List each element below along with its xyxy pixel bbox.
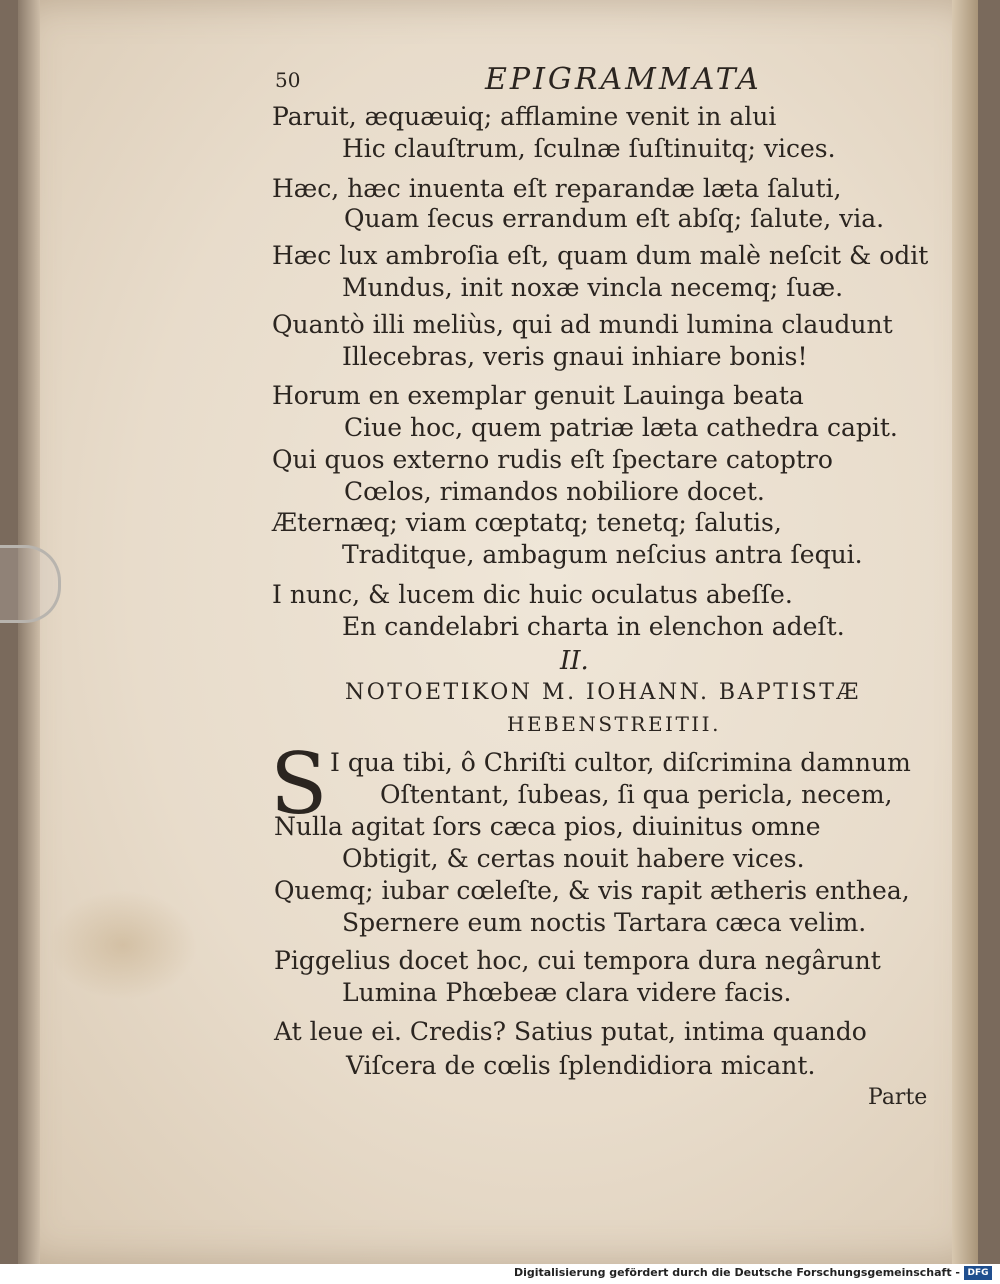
verse-line: Cœlos, rimandos nobiliore docet. bbox=[344, 477, 765, 506]
running-head: EPIGRAMMATA bbox=[485, 62, 762, 97]
verse-line: Piggelius docet hoc, cui tempora dura negârunt bbox=[274, 946, 881, 975]
digitization-footer bbox=[0, 1264, 1000, 1284]
verse-line: Æternæq; viam cœptatq; tenetq; ſalutis, bbox=[272, 508, 782, 537]
verse-line: Qui quos externo rudis eſt ſpectare catoptro bbox=[272, 445, 833, 474]
verse-line: Illecebras, veris gnaui inhiare bonis! bbox=[342, 342, 808, 371]
verse-line: Quemq; iubar cœleſte, & vis rapit ætheris enthea, bbox=[274, 876, 910, 905]
verse-line: At leue ei. Credis? Satius putat, intima quando bbox=[274, 1017, 867, 1046]
epigram-title-continued: HEBENSTREITII. bbox=[507, 712, 721, 736]
verse-line: Oſtentant, ſubeas, ſi qua pericla, necem, bbox=[380, 780, 893, 809]
page-header bbox=[275, 60, 975, 100]
drop-cap: S bbox=[270, 735, 328, 833]
verse-line: Hæc lux ambroſia eſt, quam dum malè neſcit & odit bbox=[272, 241, 929, 270]
verse-line: Nulla agitat ſors cæca pios, diuinitus omne bbox=[274, 812, 821, 841]
page-number: 50 bbox=[275, 68, 301, 92]
verse-line: Horum en exemplar genuit Lauinga beata bbox=[272, 381, 804, 410]
verse-line: Viſcera de cœlis ſplendidiora micant. bbox=[346, 1051, 816, 1080]
verse-line: Hic clauſtrum, ſculnæ ſuſtinuitq; vices. bbox=[342, 134, 836, 163]
verse-line: Paruit, æquæuiq; afflamine venit in alui bbox=[272, 102, 777, 131]
paper-stain bbox=[48, 890, 198, 1000]
epigram-title: NOTOETIKON M. IOHANN. BAPTISTÆ bbox=[345, 680, 861, 705]
verse-line: Ciue hoc, quem patriæ læta cathedra capit. bbox=[344, 413, 898, 442]
verse-line: Spernere eum noctis Tartara cæca velim. bbox=[342, 908, 867, 937]
verse-line: En candelabri charta in elenchon adeſt. bbox=[342, 612, 845, 641]
epigram-number: II. bbox=[560, 646, 589, 676]
verse-line: Obtigit, & certas nouit habere vices. bbox=[342, 844, 805, 873]
verse-line: Lumina Phœbeæ clara videre facis. bbox=[342, 978, 792, 1007]
dfg-logo-icon: DFG bbox=[964, 1266, 992, 1280]
verse-line: Mundus, init noxæ vincla necemq; ſuæ. bbox=[342, 273, 844, 302]
funding-credit: Digitalisierung gefördert durch die Deutsche Forschungsgemeinschaft - bbox=[513, 1266, 960, 1279]
page-right-edge bbox=[952, 0, 978, 1264]
verse-line: Quam ſecus errandum eſt abſq; ſalute, via. bbox=[344, 204, 885, 233]
verse-line: I nunc, & lucem dic huic oculatus abeſſe. bbox=[272, 580, 793, 609]
verse-line: I qua tibi, ô Chriſti cultor, diſcrimina damnum bbox=[330, 748, 911, 777]
page-left-edge bbox=[18, 0, 40, 1264]
verse-line: Hæc, hæc inuenta eſt reparandæ læta ſaluti, bbox=[272, 174, 842, 203]
verse-line: Quantò illi meliùs, qui ad mundi lumina claudunt bbox=[272, 310, 893, 339]
catchword: Parte bbox=[868, 1085, 928, 1110]
verse-line: Traditque, ambagum neſcius antra ſequi. bbox=[342, 540, 863, 569]
